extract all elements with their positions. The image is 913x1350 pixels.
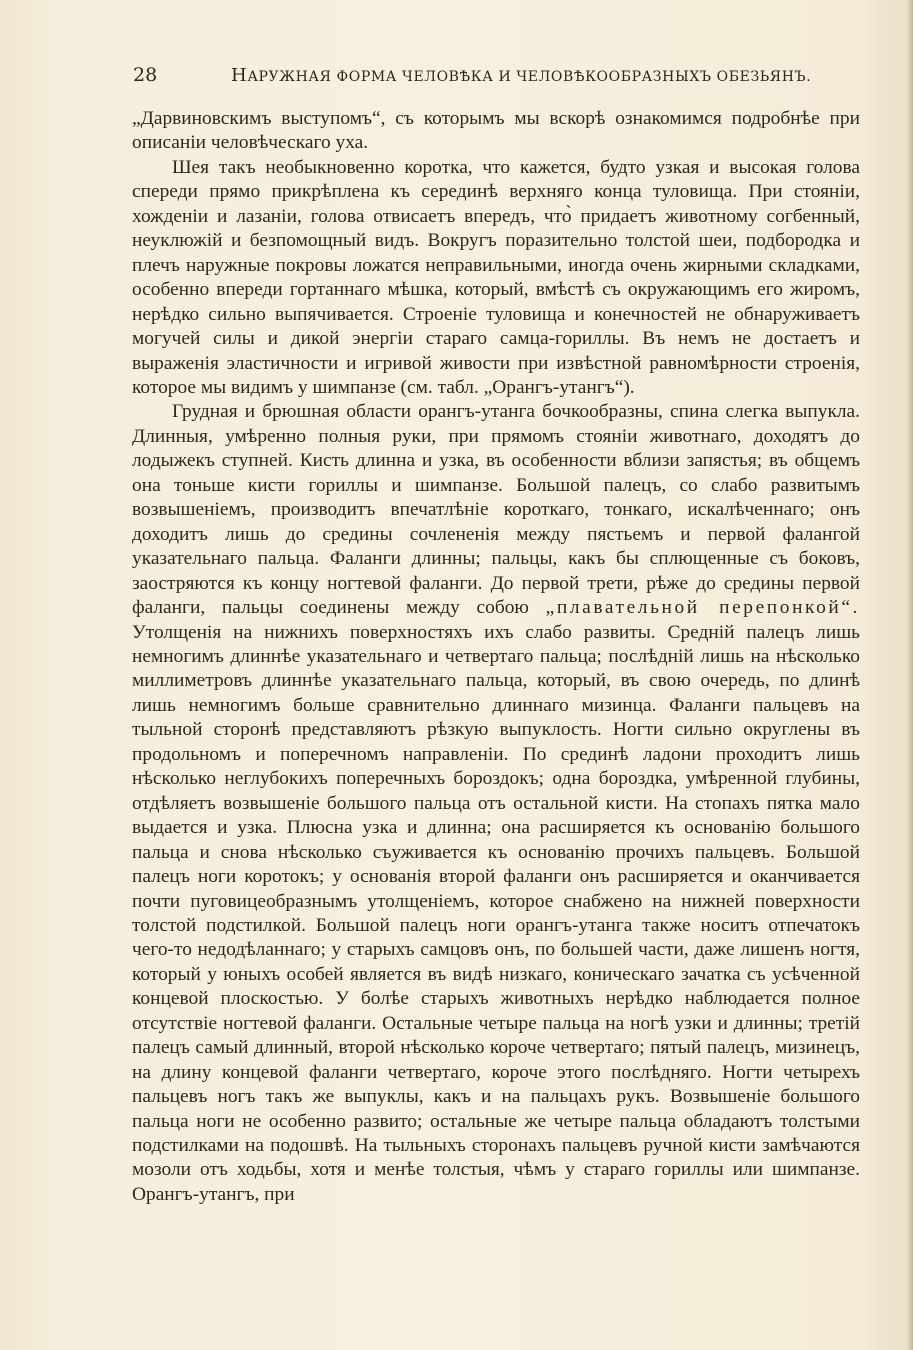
paragraph: [132, 400, 860, 1207]
page-edge-shadow: [907, 0, 913, 1350]
paragraph: Шея такъ необыкновенно коротка, что кажется, будто узкая и высокая голова спереди прямо прикрѣплена къ серединѣ верхняго конца туловища. При стояніи, хожденіи и лазаніи, голова отвисаетъ впередъ, что̀ придаетъ животному согбенный, неуклюжій и безпомощный видъ. Вокругъ поразительно толстой шеи, подбородка и плечъ наружные покровы ложатся неправильными, иногда очень жирными складками, особенно впереди гортаннаго мѣшка, который, вмѣстѣ съ окружающимъ его жиромъ, нерѣдко сильно выпячивается. Строеніе туловища и конечностей не обнаруживаетъ могучей силы и дикой энергіи стараго самца-гориллы. Въ немъ не достаетъ и выраженія эластичности и игривой живости при извѣстной равномѣрности строенія, которое мы видимъ у шимпанзе (см. табл. „Орангъ-утангъ“).: [132, 156, 860, 398]
paragraph-text: Утолщенія на нижнихъ поверхностяхъ ихъ слабо развиты. Средній палецъ лишь немногимъ длиннѣе указательнаго и четвертаго пальца; послѣдній лишь на нѣсколько миллиметровъ длиннѣе указательнаго пальца, который, въ свою очередь, по длинѣ лишь немногимъ больше сравнительно длиннаго мизинца. Фаланги пальцевъ на тыльной сторонѣ представляютъ рѣзкую выпуклость. Ногти сильно округлены въ продольномъ и поперечномъ направленіи. По срединѣ ладони проходитъ лишь нѣсколько неглубокихъ поперечныхъ бороздокъ; одна бороздка, умѣренной глубины, отдѣляетъ возвышеніе большого пальца отъ остальной кисти. На стопахъ пятка мало выдается и узка. Плюсна узка и длинна; она расширяется къ основанію большого пальца и снова нѣсколько съуживается къ основанію прочихъ пальцевъ. Большой палецъ ноги коротокъ; у основанія второй фаланги онъ расширяется и оканчивается почти пуговицеобразнымъ утолщеніемъ, которое снабжено на нижней поверхности толстой подстилкой. Большой палецъ ноги орангъ-утанга также носитъ отпечатокъ чего-то недодѣланнаго; у старыхъ самцовъ онъ, по большей части, даже лишенъ ногтя, который у юныхъ особей является въ видѣ низкаго, коническаго зачатка съ усѣченной концевой плоскостью. У болѣе старыхъ животныхъ нерѣдко наблюдается полное отсутствіе ногтевой фаланги. Остальные четыре пальца на ногѣ узки и длинны; третій палецъ самый длинный, второй нѣсколько короче четвертаго; пятый палецъ, мизинецъ, на длину концевой фаланги четвертаго, короче этого послѣдняго. Ногти четырехъ пальцевъ ногъ такъ же выпуклы, какъ и на пальцахъ рукъ. Возвышеніе большого пальца ноги не особенно развито; остальные же четыре пальца обладаютъ толстыми подстилками на подошвѣ. На тыльныхъ сторонахъ пальцевъ ручной кисти замѣчаются мозоли отъ ходьбы, хотя и менѣе толстыя, чѣмъ у стараго гориллы или шимпанзе. Орангъ-утангъ, при: [132, 621, 860, 1205]
body-text: [132, 107, 860, 1207]
paragraph-text: Грудная и брюшная области орангъ-утанга бочкообразны, спина слегка выпукла. Длинныя, умѣренно полныя руки, при прямомъ стояніи животнаго, доходятъ до лодыжекъ ступней. Кисть длинна и узка, въ особенности вблизи запястья; въ общемъ она тоньше кисти гориллы и шимпанзе. Большой палецъ, со слабо развитымъ возвышеніемъ, производитъ впечатлѣніе короткаго, тонкаго, искалѣченнаго; онъ доходитъ лишь до средины сочлененія между пястьемъ и первой фалангой указательнаго пальца. Фаланги длинны; пальцы, какъ бы сплющенные съ боковъ, заостряются къ концу ногтевой фаланги. До первой трети, рѣже до средины первой фаланги, пальцы соединены между собою: [132, 401, 860, 619]
page-header: [133, 62, 863, 88]
running-title: НАРУЖНАЯ ФОРМА ЧЕЛОВѢКА И ЧЕЛОВѢКООБРАЗНЫХЪ ОБЕЗЬЯНЪ.: [231, 65, 812, 86]
page-number: 28: [133, 64, 158, 86]
spaced-emphasis-text: „плавательной перепонкой“.: [545, 597, 861, 619]
paragraph: „Дарвиновскимъ выступомъ“, съ которымъ мы вскорѣ ознакомимся подробнѣе при описаніи человѣческаго уха.: [132, 108, 860, 154]
